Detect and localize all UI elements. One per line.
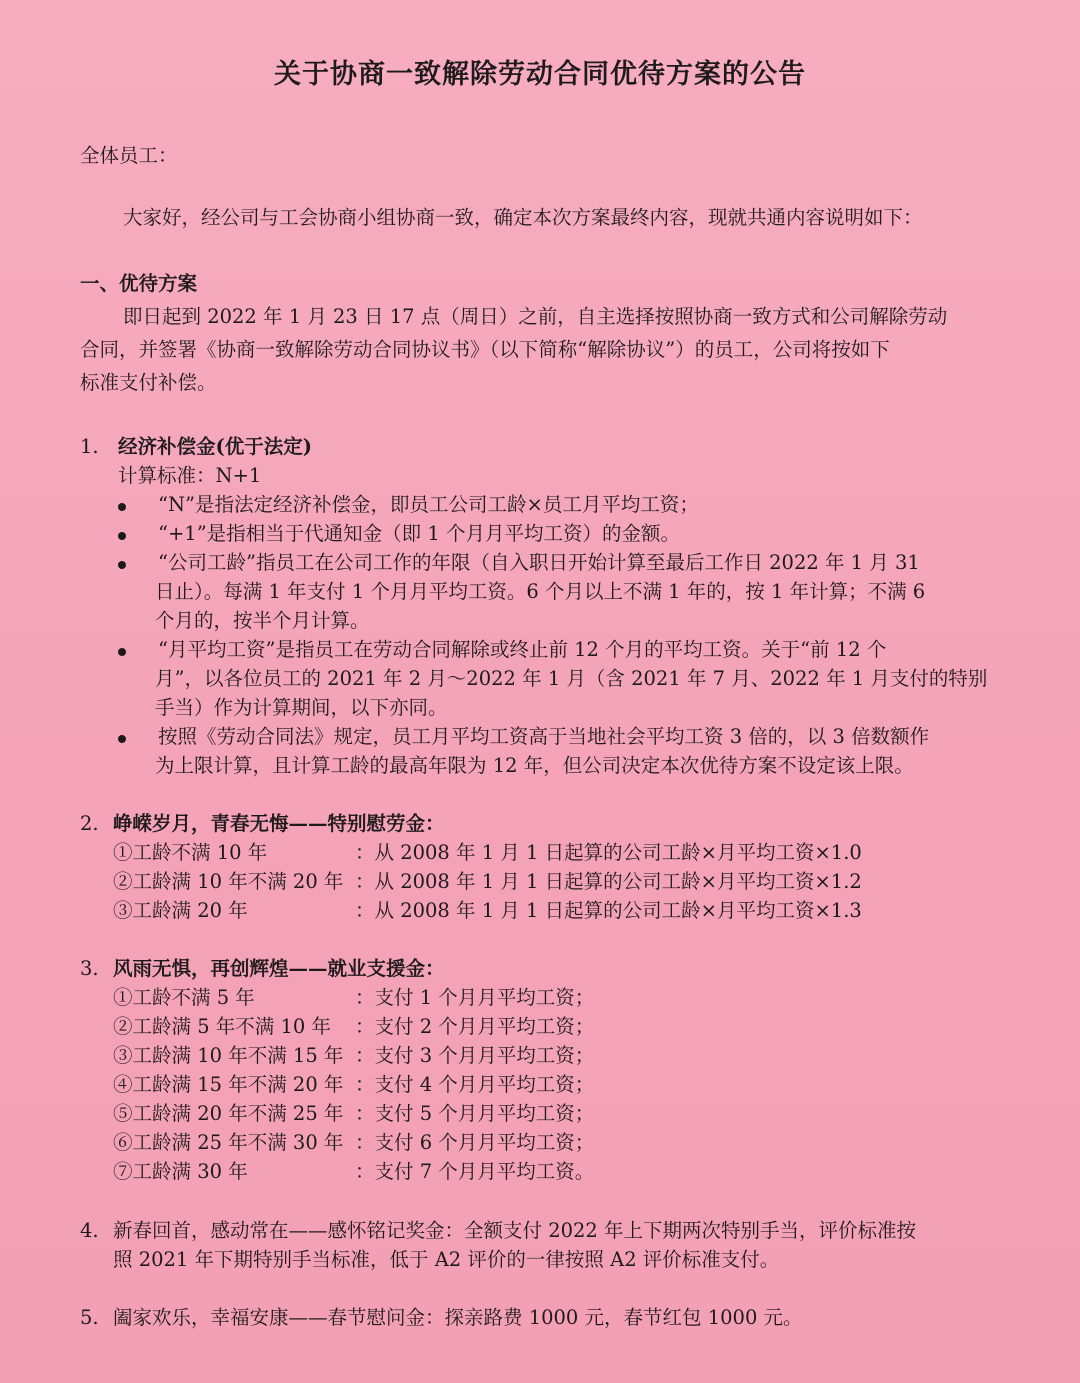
item3-row-value: ：支付 6 个月月平均工资； xyxy=(355,1131,595,1154)
item1-bullet-cont: 日止）。每满 1 年支付 1 个月月平均工资。6 个月以上不满 1 年的，按 1 年计算；不满 6 xyxy=(155,580,926,603)
item2-row-value: ：从 2008 年 1 月 1 日起算的公司工龄×月平均工资×1.2 xyxy=(355,870,862,893)
item1-bullet: “月平均工资”是指员工在劳动合同解除或终止前 12 个月的平均工资。关于“前 12 个 xyxy=(158,638,887,661)
item1-number: 1. xyxy=(80,435,99,458)
item2-row-value: ：从 2008 年 1 月 1 日起算的公司工龄×月平均工资×1.0 xyxy=(355,841,862,864)
item4-line: 照 2021 年下期特别手当标准，低于 A2 评价的一律按照 A2 评价标准支付。 xyxy=(113,1248,780,1271)
item1-bullet-cont: 个月的，按半个月计算。 xyxy=(155,609,370,632)
item3-row-label: ②工龄满 5 年不满 10 年 xyxy=(113,1015,332,1038)
item2-heading: 峥嵘岁月，青春无悔——特别慰劳金： xyxy=(113,812,445,835)
item3-row-value: ：支付 3 个月月平均工资； xyxy=(355,1044,595,1067)
item1-bullet: “公司工龄”指员工在公司工作的年限（自入职日开始计算至最后工作日 2022 年 1 月 31 xyxy=(158,551,920,574)
item3-row-value: ：支付 5 个月月平均工资； xyxy=(355,1102,595,1125)
item1-bullet-cont: 为上限计算，且计算工龄的最高年限为 12 年，但公司决定本次优待方案不设定该上限。 xyxy=(155,754,914,777)
item4-number: 4. xyxy=(80,1219,99,1242)
item3-row-label: ①工龄不满 5 年 xyxy=(113,986,255,1009)
section1-para-line: 标准支付补偿。 xyxy=(80,371,217,394)
item1-bullet: 按照《劳动合同法》规定，员工月平均工资高于当地社会平均工资 3 倍的，以 3 倍数额作 xyxy=(158,725,930,748)
intro-paragraph: 大家好，经公司与工会协商小组协商一致，确定本次方案最终内容，现就共通内容说明如下： xyxy=(123,206,923,229)
item1-formula: 计算标准：N+1 xyxy=(118,464,262,487)
item3-row-value: ：支付 1 个月月平均工资； xyxy=(355,986,595,1009)
section1-heading: 一、优待方案 xyxy=(80,272,198,295)
section1-para-line: 合同，并签署《协商一致解除劳动合同协议书》（以下简称“解除协议”）的员工，公司将按如下 xyxy=(80,338,890,361)
item3-row-label: ③工龄满 10 年不满 15 年 xyxy=(113,1044,344,1067)
notice-title: 关于协商一致解除劳动合同优待方案的公告 xyxy=(274,59,806,90)
item3-row-value: ：支付 2 个月月平均工资； xyxy=(355,1015,595,1038)
item1-bullet: “N”是指法定经济补偿金，即员工公司工龄×员工月平均工资； xyxy=(158,493,699,516)
item3-row-label: ⑦工龄满 30 年 xyxy=(113,1160,248,1183)
item3-heading: 风雨无惧，再创辉煌——就业支援金： xyxy=(113,957,445,980)
item2-row-label: ②工龄满 10 年不满 20 年 xyxy=(113,870,344,893)
item3-row-label: ⑤工龄满 20 年不满 25 年 xyxy=(113,1102,344,1125)
item2-number: 2. xyxy=(80,812,99,835)
section1-para-line: 即日起到 2022 年 1 月 23 日 17 点（周日）之前，自主选择按照协商一致方式和公司解除劳动 xyxy=(123,305,948,328)
item1-bullet-cont: 月”，以各位员工的 2021 年 2 月～2022 年 1 月（含 2021 年 7 月、2022 年 1 月支付的特别 xyxy=(155,667,988,690)
item5-line: 阖家欢乐，幸福安康——春节慰问金：探亲路费 1000 元，春节红包 1000 元。 xyxy=(113,1306,803,1329)
item3-row-label: ⑥工龄满 25 年不满 30 年 xyxy=(113,1131,344,1154)
item2-row-label: ③工龄满 20 年 xyxy=(113,899,248,922)
item3-number: 3. xyxy=(80,957,99,980)
salutation: 全体员工： xyxy=(80,144,178,167)
item3-row-value: ：支付 7 个月月平均工资。 xyxy=(355,1160,595,1183)
item2-row-label: ①工龄不满 10 年 xyxy=(113,841,268,864)
item5-number: 5. xyxy=(80,1306,99,1329)
item3-row-label: ④工龄满 15 年不满 20 年 xyxy=(113,1073,344,1096)
item1-bullet: “+1”是指相当于代通知金（即 1 个月月平均工资）的金额。 xyxy=(158,522,680,545)
item4-line: 新春回首，感动常在——感怀铭记奖金：全额支付 2022 年上下期两次特别手当，评价标准按 xyxy=(113,1219,917,1242)
item1-heading: 经济补偿金(优于法定) xyxy=(118,435,312,458)
item2-row-value: ：从 2008 年 1 月 1 日起算的公司工龄×月平均工资×1.3 xyxy=(355,899,862,922)
item1-bullet-cont: 手当）作为计算期间，以下亦同。 xyxy=(155,696,448,719)
item3-row-value: ：支付 4 个月月平均工资； xyxy=(355,1073,595,1096)
